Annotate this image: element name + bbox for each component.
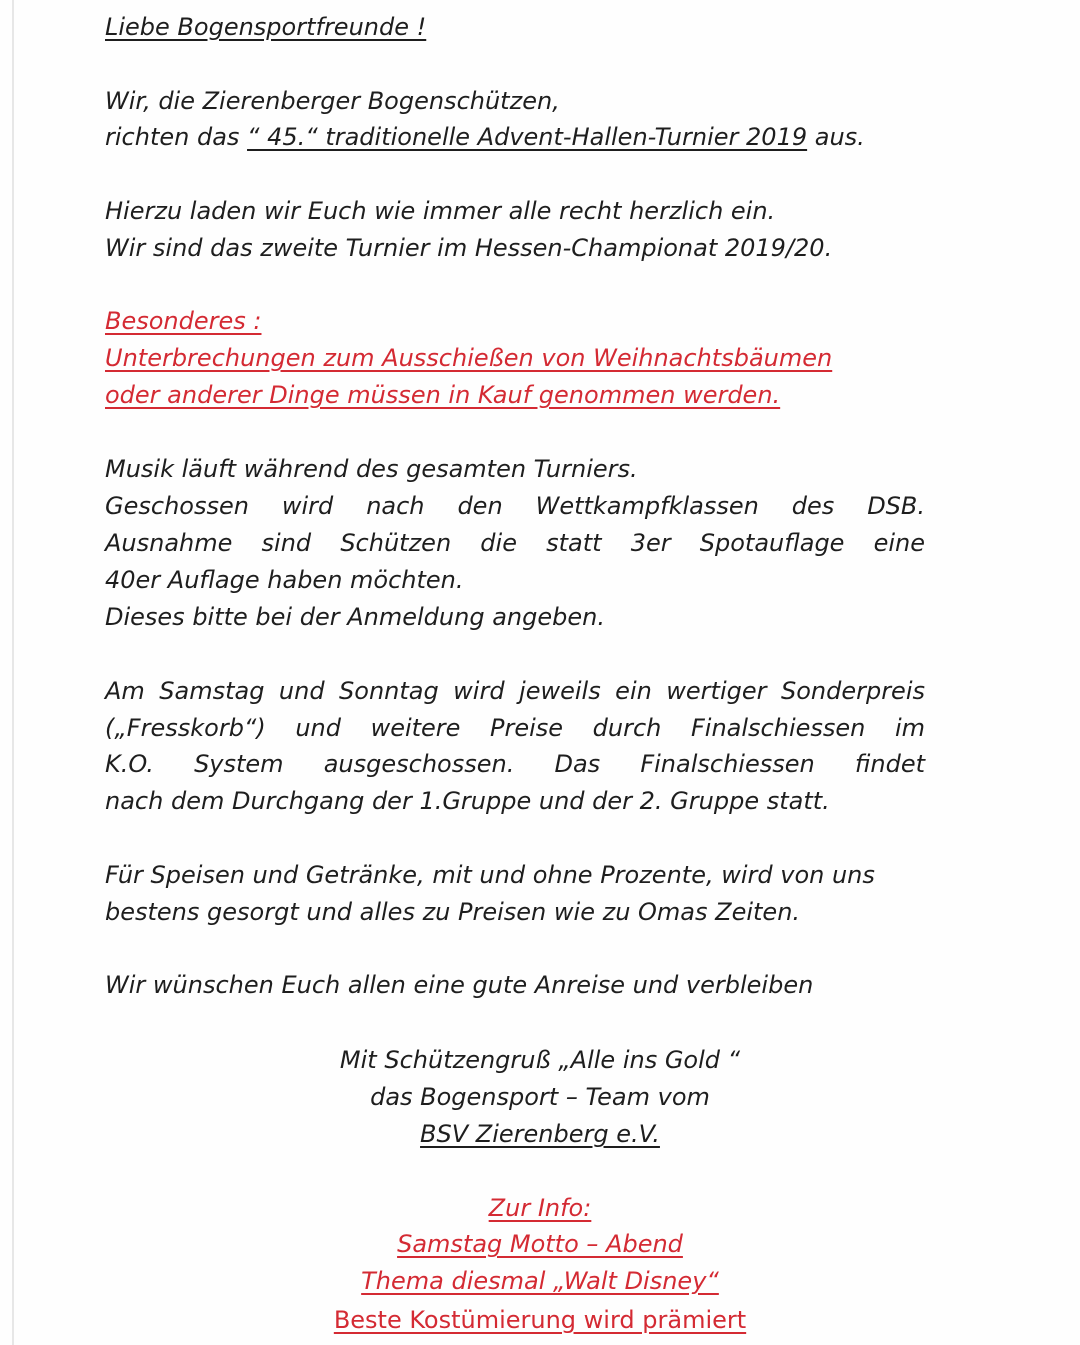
invite-line-2: Wir sind das zweite Turnier im Hessen-Championat 2019/20. bbox=[105, 234, 833, 262]
club-name: BSV Zierenberg e.V. bbox=[420, 1120, 660, 1148]
costume-prize: Beste Kostümierung wird prämiert bbox=[333, 1306, 747, 1334]
intro-line-1: Wir, die Zierenberger Bogenschützen, bbox=[105, 87, 560, 115]
special-line-2: oder anderer Dinge müssen in Kauf genommen werden. bbox=[105, 381, 781, 409]
music-line-5: Dieses bitte bei der Anmeldung angeben. bbox=[105, 603, 605, 631]
music-line-3: Ausnahme sind Schützen die statt 3er Spotauflage eine bbox=[105, 529, 925, 557]
invite-line-1: Hierzu laden wir Euch wie immer alle recht herzlich ein. bbox=[105, 197, 776, 225]
closing-line-2: das Bogensport – Team vom bbox=[370, 1083, 710, 1111]
music-line-1: Musik läuft während des gesamten Turniers. bbox=[105, 455, 638, 483]
special-heading: Besonderes : bbox=[105, 307, 262, 335]
motto-evening: Samstag Motto – Abend bbox=[397, 1230, 683, 1258]
music-line-4: 40er Auflage haben möchten. bbox=[105, 566, 464, 594]
tournament-title: “ 45.“ traditionelle Advent-Hallen-Turnier 2019 bbox=[247, 123, 808, 151]
intro-line-2 bbox=[105, 122, 865, 152]
food-line-2: bestens gesorgt und alles zu Preisen wie zu Omas Zeiten. bbox=[105, 898, 801, 926]
intro-line-2-suffix: aus. bbox=[807, 123, 865, 151]
greeting: Liebe Bogensportfreunde ! bbox=[105, 13, 427, 41]
prizes-line-1: Am Samstag und Sonntag wird jeweils ein wertiger Sonderpreis bbox=[105, 677, 925, 705]
special-line-1: Unterbrechungen zum Ausschießen von Weihnachtsbäumen bbox=[105, 344, 833, 372]
food-line-1: Für Speisen und Getränke, mit und ohne Prozente, wird von uns bbox=[105, 861, 875, 889]
prizes-line-4: nach dem Durchgang der 1.Gruppe und der 2. Gruppe statt. bbox=[105, 787, 830, 815]
motto-theme: Thema diesmal „Walt Disney“ bbox=[361, 1267, 719, 1295]
info-line-2 bbox=[0, 1266, 1080, 1296]
prizes-line-2: („Fresskorb“) und weitere Preise durch Finalschiessen im bbox=[105, 714, 925, 742]
club-name-line bbox=[0, 1119, 1080, 1149]
info-line-1 bbox=[0, 1229, 1080, 1259]
info-heading-line bbox=[0, 1193, 1080, 1223]
wishes-line: Wir wünschen Euch allen eine gute Anreise und verbleiben bbox=[105, 971, 814, 999]
intro-line-2-prefix: richten das bbox=[105, 123, 248, 151]
closing-line-1: Mit Schützengruß „Alle ins Gold “ bbox=[339, 1046, 741, 1074]
info-heading: Zur Info: bbox=[488, 1194, 592, 1222]
prizes-line-3: K.O. System ausgeschossen. Das Finalschiessen findet bbox=[105, 750, 925, 778]
music-line-2: Geschossen wird nach den Wettkampfklassen des DSB. bbox=[105, 492, 925, 520]
info-line-3 bbox=[0, 1305, 1080, 1335]
